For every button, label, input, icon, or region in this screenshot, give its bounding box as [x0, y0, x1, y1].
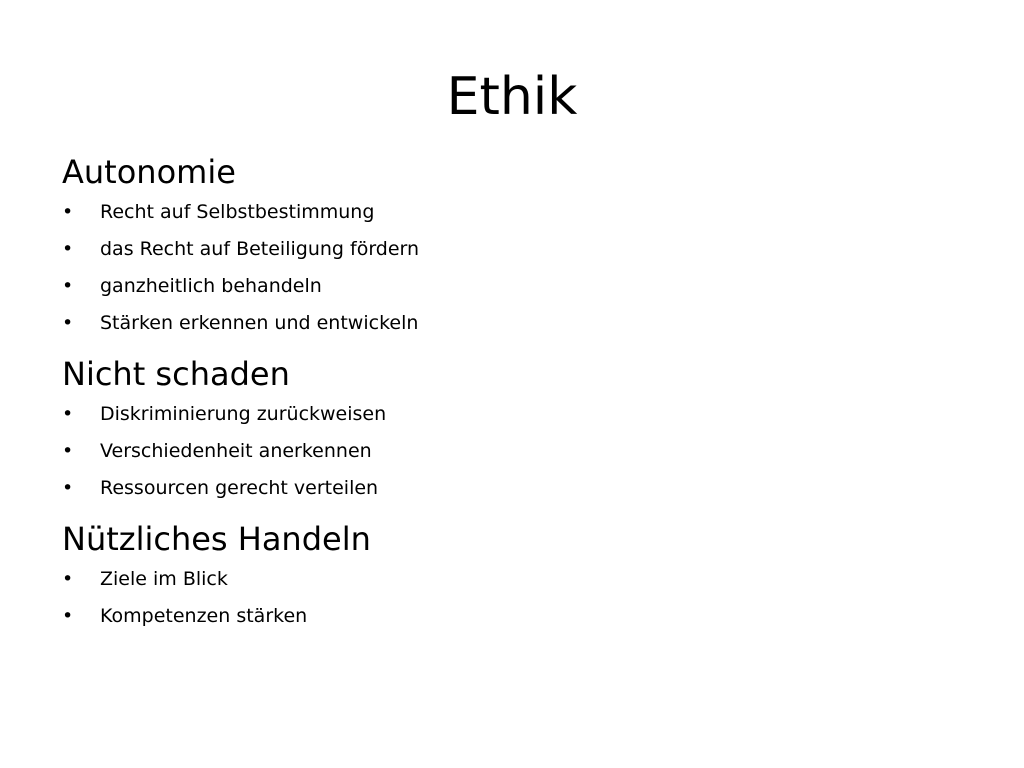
list-item-text: das Recht auf Beteiligung fördern: [100, 238, 420, 260]
section-heading-nicht-schaden: Nicht schaden: [62, 355, 290, 393]
slide-title: Ethik: [446, 67, 578, 127]
list-item-text: Stärken erkennen und entwickeln: [100, 312, 419, 334]
slide-content: [62, 150, 962, 645]
list-item-text: Verschiedenheit anerkennen: [100, 440, 372, 462]
list-item-text: Ziele im Blick: [100, 568, 228, 590]
list-item: [62, 268, 962, 305]
bullet-icon: •: [62, 275, 74, 297]
list-item: [62, 470, 962, 507]
bullet-icon: •: [62, 477, 74, 499]
list-item-text: Ressourcen gerecht verteilen: [100, 477, 379, 499]
list-item: [62, 231, 962, 268]
list-item: [62, 433, 962, 470]
list-item: [62, 561, 962, 598]
bullet-icon: •: [62, 403, 74, 425]
bullet-list-autonomie: [62, 194, 962, 342]
bullet-icon: •: [62, 238, 74, 260]
list-item: [62, 194, 962, 231]
list-item-text: ganzheitlich behandeln: [100, 275, 322, 297]
bullet-icon: •: [62, 568, 74, 590]
list-item-text: Diskriminierung zurückweisen: [100, 403, 387, 425]
bullet-icon: •: [62, 312, 74, 334]
bullet-icon: •: [62, 605, 74, 627]
bullet-icon: •: [62, 201, 74, 223]
list-item-text: Recht auf Selbstbestimmung: [100, 201, 375, 223]
list-item: [62, 598, 962, 635]
bullet-icon: •: [62, 440, 74, 462]
list-item: [62, 305, 962, 342]
bullet-list-nuetzliches-handeln: [62, 561, 962, 635]
section-heading-autonomie: Autonomie: [62, 153, 236, 191]
list-item-text: Kompetenzen stärken: [100, 605, 308, 627]
section-heading-nuetzliches-handeln: Nützliches Handeln: [62, 520, 371, 558]
bullet-list-nicht-schaden: [62, 396, 962, 507]
list-item: [62, 396, 962, 433]
